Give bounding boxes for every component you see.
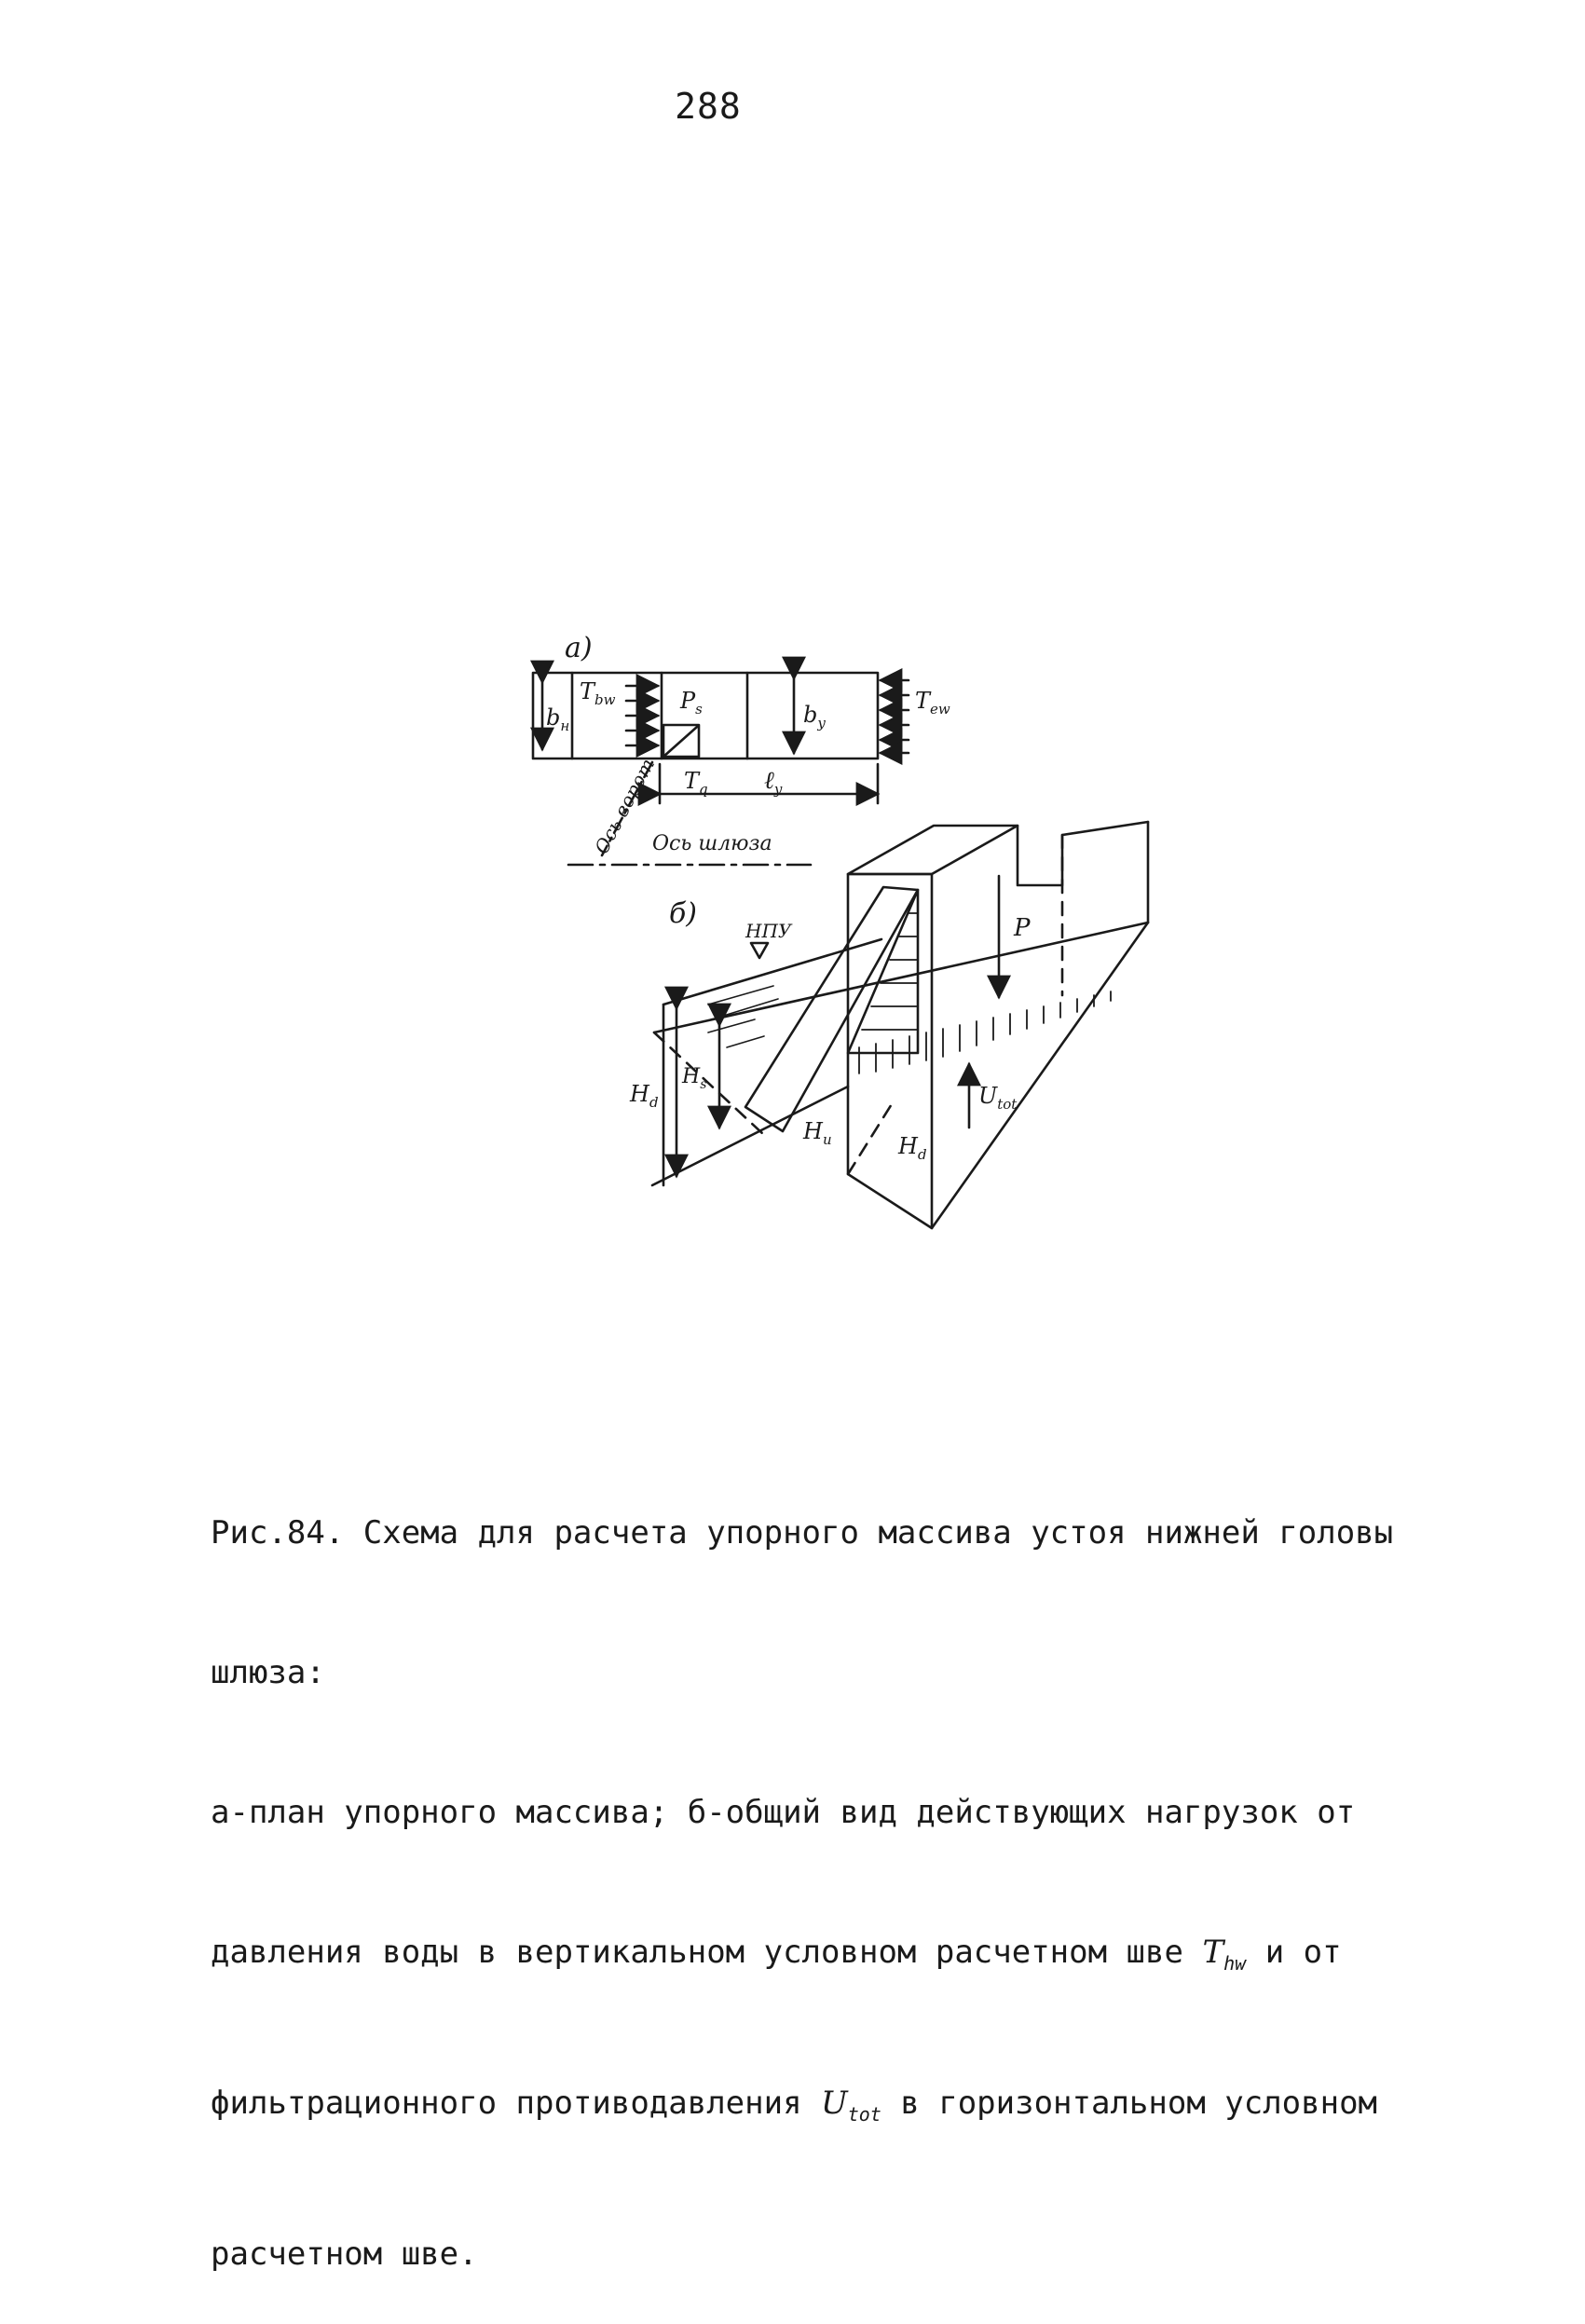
by-label: $b_y$: [803, 702, 826, 731]
block-top-face: [848, 826, 1018, 874]
base-right-edge: [932, 923, 1148, 1228]
hs-label: $H_s$: [682, 1065, 707, 1092]
caption-line-5: фильтрационного противодавления $U_{tot}$ в горизонтальном условном: [211, 2084, 1378, 2126]
base-top-edge: [654, 923, 1148, 1032]
hd-left-label: $H_d$: [630, 1081, 659, 1111]
pressure-hatch: [862, 913, 918, 1030]
plan-label: а): [565, 632, 593, 664]
u-label: $U_{tot}$: [978, 1083, 1018, 1113]
ps-label: $P_s$: [680, 688, 703, 718]
tew-arrows: [881, 680, 909, 753]
base-hidden-left: [654, 1032, 764, 1135]
npu-marker: [751, 943, 768, 958]
block-notch: [1018, 822, 1148, 885]
base-hidden-mid: [848, 1100, 895, 1174]
ly-label: ℓ$_y$: [764, 767, 783, 798]
caption-line-3: а-план упорного массива; б-общий вид действующих нагрузок от: [211, 1794, 1356, 1831]
bn-label: $b_н$: [546, 704, 570, 734]
p-label: P: [1014, 914, 1031, 942]
tew-label: $T_{ew}$: [915, 688, 950, 718]
tbw-label: $T_{bw}$: [580, 678, 616, 708]
view-drawing: [652, 822, 1148, 1228]
caption-line-6: расчетном шве.: [211, 2235, 478, 2273]
page-number: 288: [675, 86, 742, 127]
hu-label: $H_u$: [803, 1118, 832, 1148]
hd-right-label: $H_d$: [898, 1133, 927, 1163]
caption-line-2: шлюза:: [211, 1654, 325, 1691]
caption-line-1: Рис.84. Схема для расчета упорного массива устоя нижней головы: [211, 1514, 1394, 1552]
caption-line-4: давления воды в вертикальном условном расчетном шве $T_{hw}$ и от: [211, 1934, 1342, 1975]
view-label: б): [669, 897, 698, 930]
npu-label: НПУ: [745, 920, 792, 942]
tq-label: $T_q$: [684, 768, 708, 798]
block-front-face: [848, 874, 932, 1228]
plan-small-diag: [663, 727, 697, 757]
lock-axis-label: Ось шлюза: [652, 832, 772, 855]
figure-caption: [211, 1416, 1422, 2324]
tbw-arrows: [626, 686, 658, 745]
uplift-hatch: [859, 991, 1111, 1073]
gate-axis-label: Ось ворот: [590, 754, 660, 858]
pressure-triangle: [848, 890, 918, 1053]
